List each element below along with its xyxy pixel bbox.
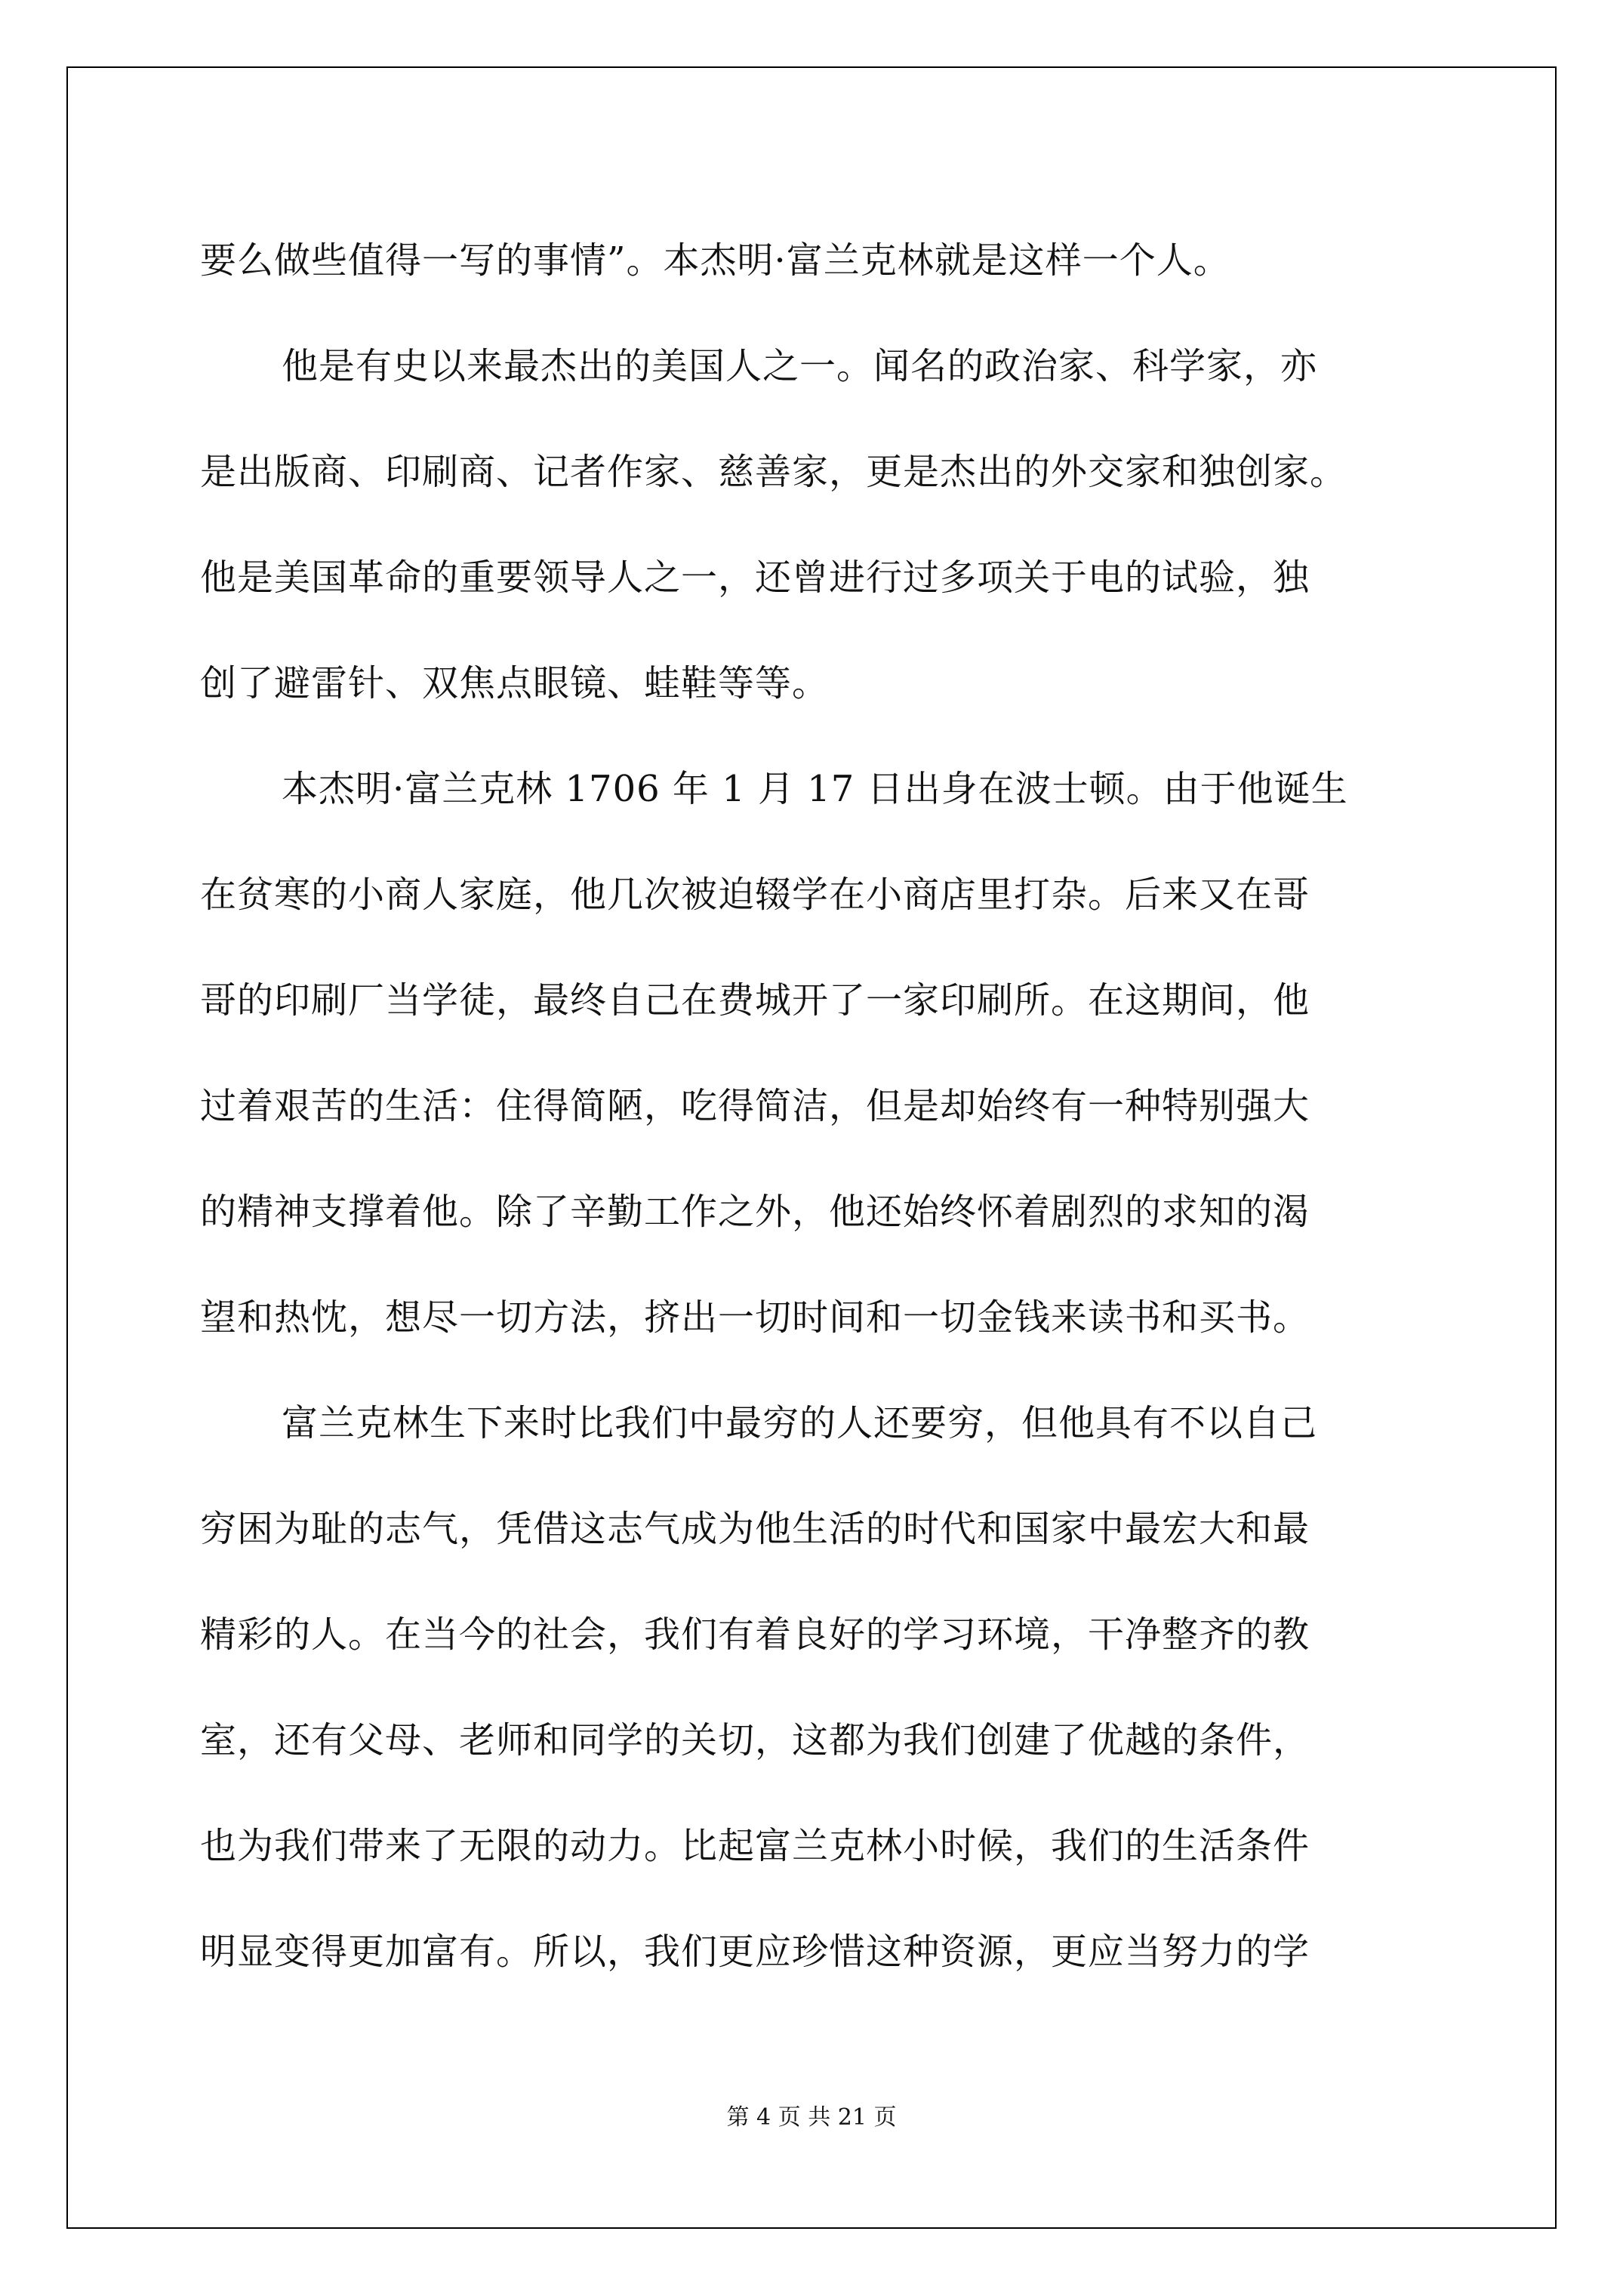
- text-line: 也为我们带来了无限的动力。比起富兰克林小时候，我们的生活条件: [200, 1825, 1310, 1867]
- text-line: 明显变得更加富有。所以，我们更应珍惜这种资源，更应当努力的学: [200, 1931, 1310, 1973]
- text-line: 是出版商、印刷商、记者作家、慈善家，更是杰出的外交家和独创家。: [200, 451, 1347, 493]
- text-line: 过着艰苦的生活：住得简陋，吃得简洁，但是却始终有一种特别强大: [200, 1085, 1310, 1127]
- text-line: 要么做些值得一写的事情”。本杰明·富兰克林就是这样一个人。: [200, 239, 1230, 282]
- text-line: 创了避雷针、双焦点眼镜、蛙鞋等等。: [200, 662, 830, 704]
- page-number-footer: 第 4 页 共 21 页: [726, 2104, 897, 2131]
- document-body: [200, 208, 1438, 2005]
- text-line: 室，还有父母、老师和同学的关切，这都为我们创建了优越的条件，: [200, 1719, 1310, 1761]
- text-line: 他是有史以来最杰出的美国人之一。闻名的政治家、科学家，亦: [282, 345, 1318, 387]
- text-line: 穷困为耻的志气，凭借这志气成为他生活的时代和国家中最宏大和最: [200, 1508, 1310, 1550]
- text-line: 的精神支撑着他。除了辛勤工作之外，他还始终怀着剧烈的求知的渴: [200, 1191, 1310, 1233]
- text-line: 哥的印刷厂当学徒，最终自己在费城开了一家印刷所。在这期间，他: [200, 979, 1310, 1022]
- text-line: 本杰明·富兰克林 1706 年 1 月 17 日出身在波士顿。由于他诞生: [282, 768, 1348, 810]
- text-line: 精彩的人。在当今的社会，我们有着良好的学习环境，干净整齐的教: [200, 1613, 1310, 1656]
- text-line: 在贫寒的小商人家庭，他几次被迫辍学在小商店里打杂。后来又在哥: [200, 874, 1310, 916]
- text-line: 望和热忱，想尽一切方法，挤出一切时间和一切金钱来读书和买书。: [200, 1296, 1310, 1339]
- text-line: 富兰克林生下来时比我们中最穷的人还要穷，但他具有不以自己: [282, 1402, 1318, 1444]
- text-line: 他是美国革命的重要领导人之一，还曾进行过多项关于电的试验，独: [200, 556, 1310, 599]
